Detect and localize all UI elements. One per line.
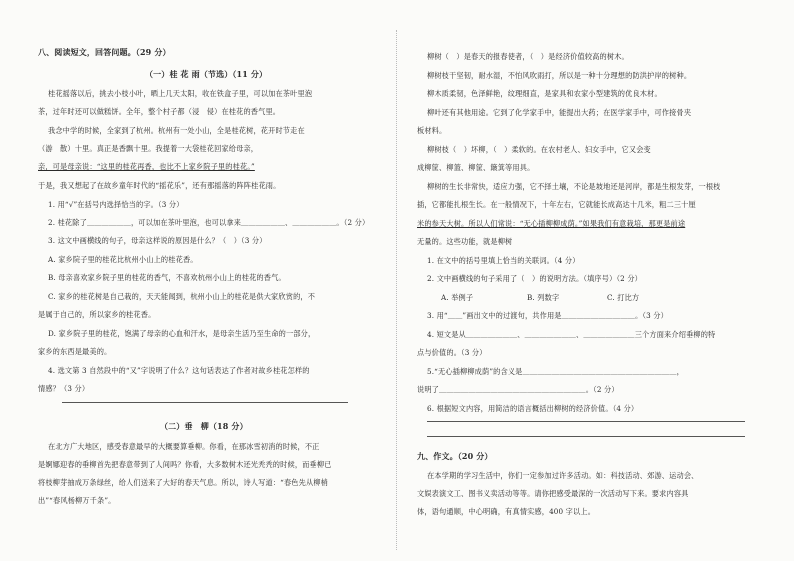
passage-1-title: （一）桂 花 雨（节选）（11 分） [145,69,268,79]
question-4-cont: 情感？（3 分） [38,384,90,393]
answer-line [62,402,348,403]
question-4: 4. 选文第 3 自然段中的“又”字说明了什么？这句话表达了作者对故乡桂花怎样的 [48,366,310,375]
passage-1-underlined-sentence: 亲，可是母亲说：“这里的桂花再香，也比不上家乡院子里的桂花。” [38,162,255,171]
passage-2-line: 插，它都能扎根生长。在一般情况下，十年左右，它就能长成高达十几米，粗二三十厘 [417,200,696,209]
question-3: 3. 这文中画横线的句子，母亲这样说的原因是什么？（ ）（3 分） [48,236,267,245]
section-9-heading: 九、作文。（20 分） [417,451,493,461]
option-b: B. 母亲喜欢家乡院子里的桂花的香气，不喜欢杭州小山上的桂花的香气。 [48,273,286,282]
r-question-2-option-a: A. 举例子 [441,293,474,302]
composition-line: 在本学期的学习生活中，你们一定参加过许多活动。如：科技活动、郊游、运动会、 [427,471,699,480]
question-1: 1. 用“√”在括号内选择恰当的字。（3 分） [48,200,184,209]
answer-line [427,436,745,437]
option-a: A. 家乡院子里的桂花比杭州小山上的桂花香。 [48,255,198,264]
passage-1-line: 于是，我又想起了在故乡童年时代的“摇花乐”，还有那摇落的阵阵桂花雨。 [38,181,281,190]
passage-2-title: （二）垂 柳（18 分） [160,421,248,431]
r-question-4-cont: 点与价值的。（3 分） [417,348,487,357]
passage-2-underlined: 米的参天大树。所以人们常说：“无心插柳柳成荫。”如果我们有意栽培，那更是前途 [417,219,686,228]
r-question-4: 4. 短文是从＿＿＿＿＿＿＿、＿＿＿＿＿＿＿、＿＿＿＿＿＿＿三个方面来介绍垂柳的特 [427,330,716,339]
r-question-5-cont: 说明了＿＿＿＿＿＿＿＿＿＿＿＿＿＿＿＿＿＿＿＿。（2 分） [417,385,619,394]
passage-2-line: 成柳筐、柳篮、柳筐、簸箕等用具。 [417,163,535,172]
r-question-2-option-b: B. 列数字 [527,293,560,302]
passage-2-line: 是婀娜迎春的垂柳首先把春意带到了人间吗？你看，大多数树木还光秃秃的时候，而垂柳已 [38,460,332,469]
r-question-2-option-c: C. 打比方 [607,293,640,302]
passage-2-line: 柳树枝干坚韧，耐水湿，不怕风吹雨打，所以是一种十分理想的防洪护岸的树种。 [427,71,692,80]
option-d: D. 家乡院子里的桂花，饱满了母亲的心血和汗水，是母亲生活乃至生命的一部分， [48,329,316,338]
r-question-6: 6. 根据短文内容，用简洁的语言概括出柳树的经济价值。（4 分） [427,404,639,413]
passage-1-line: 我念中学的时候，全家到了杭州。杭州有一处小山，全是桂花树，花开时节走在 [48,126,305,135]
right-column [397,0,794,561]
passage-1-line: （游 散）十里。真正是香飘十里。我提着一大袋桂花回家给母亲， [38,144,259,153]
option-d-cont: 家乡的东西是最美的。 [38,347,112,356]
option-c: C. 家乡的桂花树是自己栽的，天天能闻到，杭州小山上的桂花是供大家欣赏的，不 [48,292,316,301]
passage-2-line: 柳树的生长非常快，适应力强，它不择土壤，不论是坡地还是河岸，都是生根发芽，一根枝 [427,182,721,191]
answer-line [427,421,745,422]
passage-2-line: 将枝柳芽抽成万条绿丝，给人们送来了大好的春天气息。所以，诗人写道：“春色先从柳梢 [38,478,328,487]
option-c-cont: 是属于自己的，所以家乡的桂花香。 [38,310,156,319]
r-question-1: 1. 在文中的括号里填上恰当的关联词。（4 分） [427,256,580,265]
passage-1-line: 茶，过年时还可以做糕饼。全年，整个村子都（浸 侵）在桂花的香气里。 [38,107,281,116]
passage-2-line: 柳树（ ）是春天的报春使者，（ ）是经济价值较高的树木。 [427,52,629,61]
composition-line: 文娱表演文工、图书义卖活动等等。请你把感受最深的一次活动写下来。要求内容具 [417,489,689,498]
question-2: 2. 桂花除了＿＿＿＿＿＿，可以加在茶叶里泡，也可以拿来＿＿＿＿＿＿、＿＿＿＿＿＿。（2 分） [48,218,370,227]
passage-2-line: 板材料。 [417,126,447,135]
passage-2-line: 柳树枝（ ）坏柳，（ ）柔软的。在农村老人、妇女手中，它又会变 [427,145,651,154]
r-question-5: 5.“无心插柳柳成荫”的含义是＿＿＿＿＿＿＿＿＿＿＿＿＿＿＿＿＿＿＿＿＿， [427,367,684,376]
passage-2-line: 在北方广大地区，感受春意最早的大概要算垂柳。你看，在那冰雪初消的时候，不正 [48,442,320,451]
passage-2-line: 无量的。这些功能，就是柳树 [417,237,513,246]
passage-2-line: 柳叶还有其他用途。它到了化学家手中，能提出大药；在医学家手中，可作接骨夹 [427,108,692,117]
r-question-2: 2. 文中画横线的句子采用了（ ）的说明方法。（填序号）（2 分） [427,274,643,283]
passage-2-line: 柳木质柔韧，色泽鲜艳，纹理细直，是家具和农家小型建筑的优良木材。 [427,89,662,98]
r-question-3: 3. 用“＿＿”画出文中的过渡句，共作用是＿＿＿＿＿＿＿＿＿＿。（3 分） [427,311,668,320]
passage-1-line: 桂花摇落以后，挑去小枝小叶，晒上几天太阳，收在铁盒子里，可以加在茶叶里泡 [48,89,313,98]
section-8-heading: 八、阅读短文，回答问题。（29 分） [38,47,171,57]
passage-2-line: 出”“春风杨柳万千条”。 [38,496,116,505]
composition-line: 体，语句通顺，中心明确，有真情实感，400 字以上。 [417,507,596,516]
